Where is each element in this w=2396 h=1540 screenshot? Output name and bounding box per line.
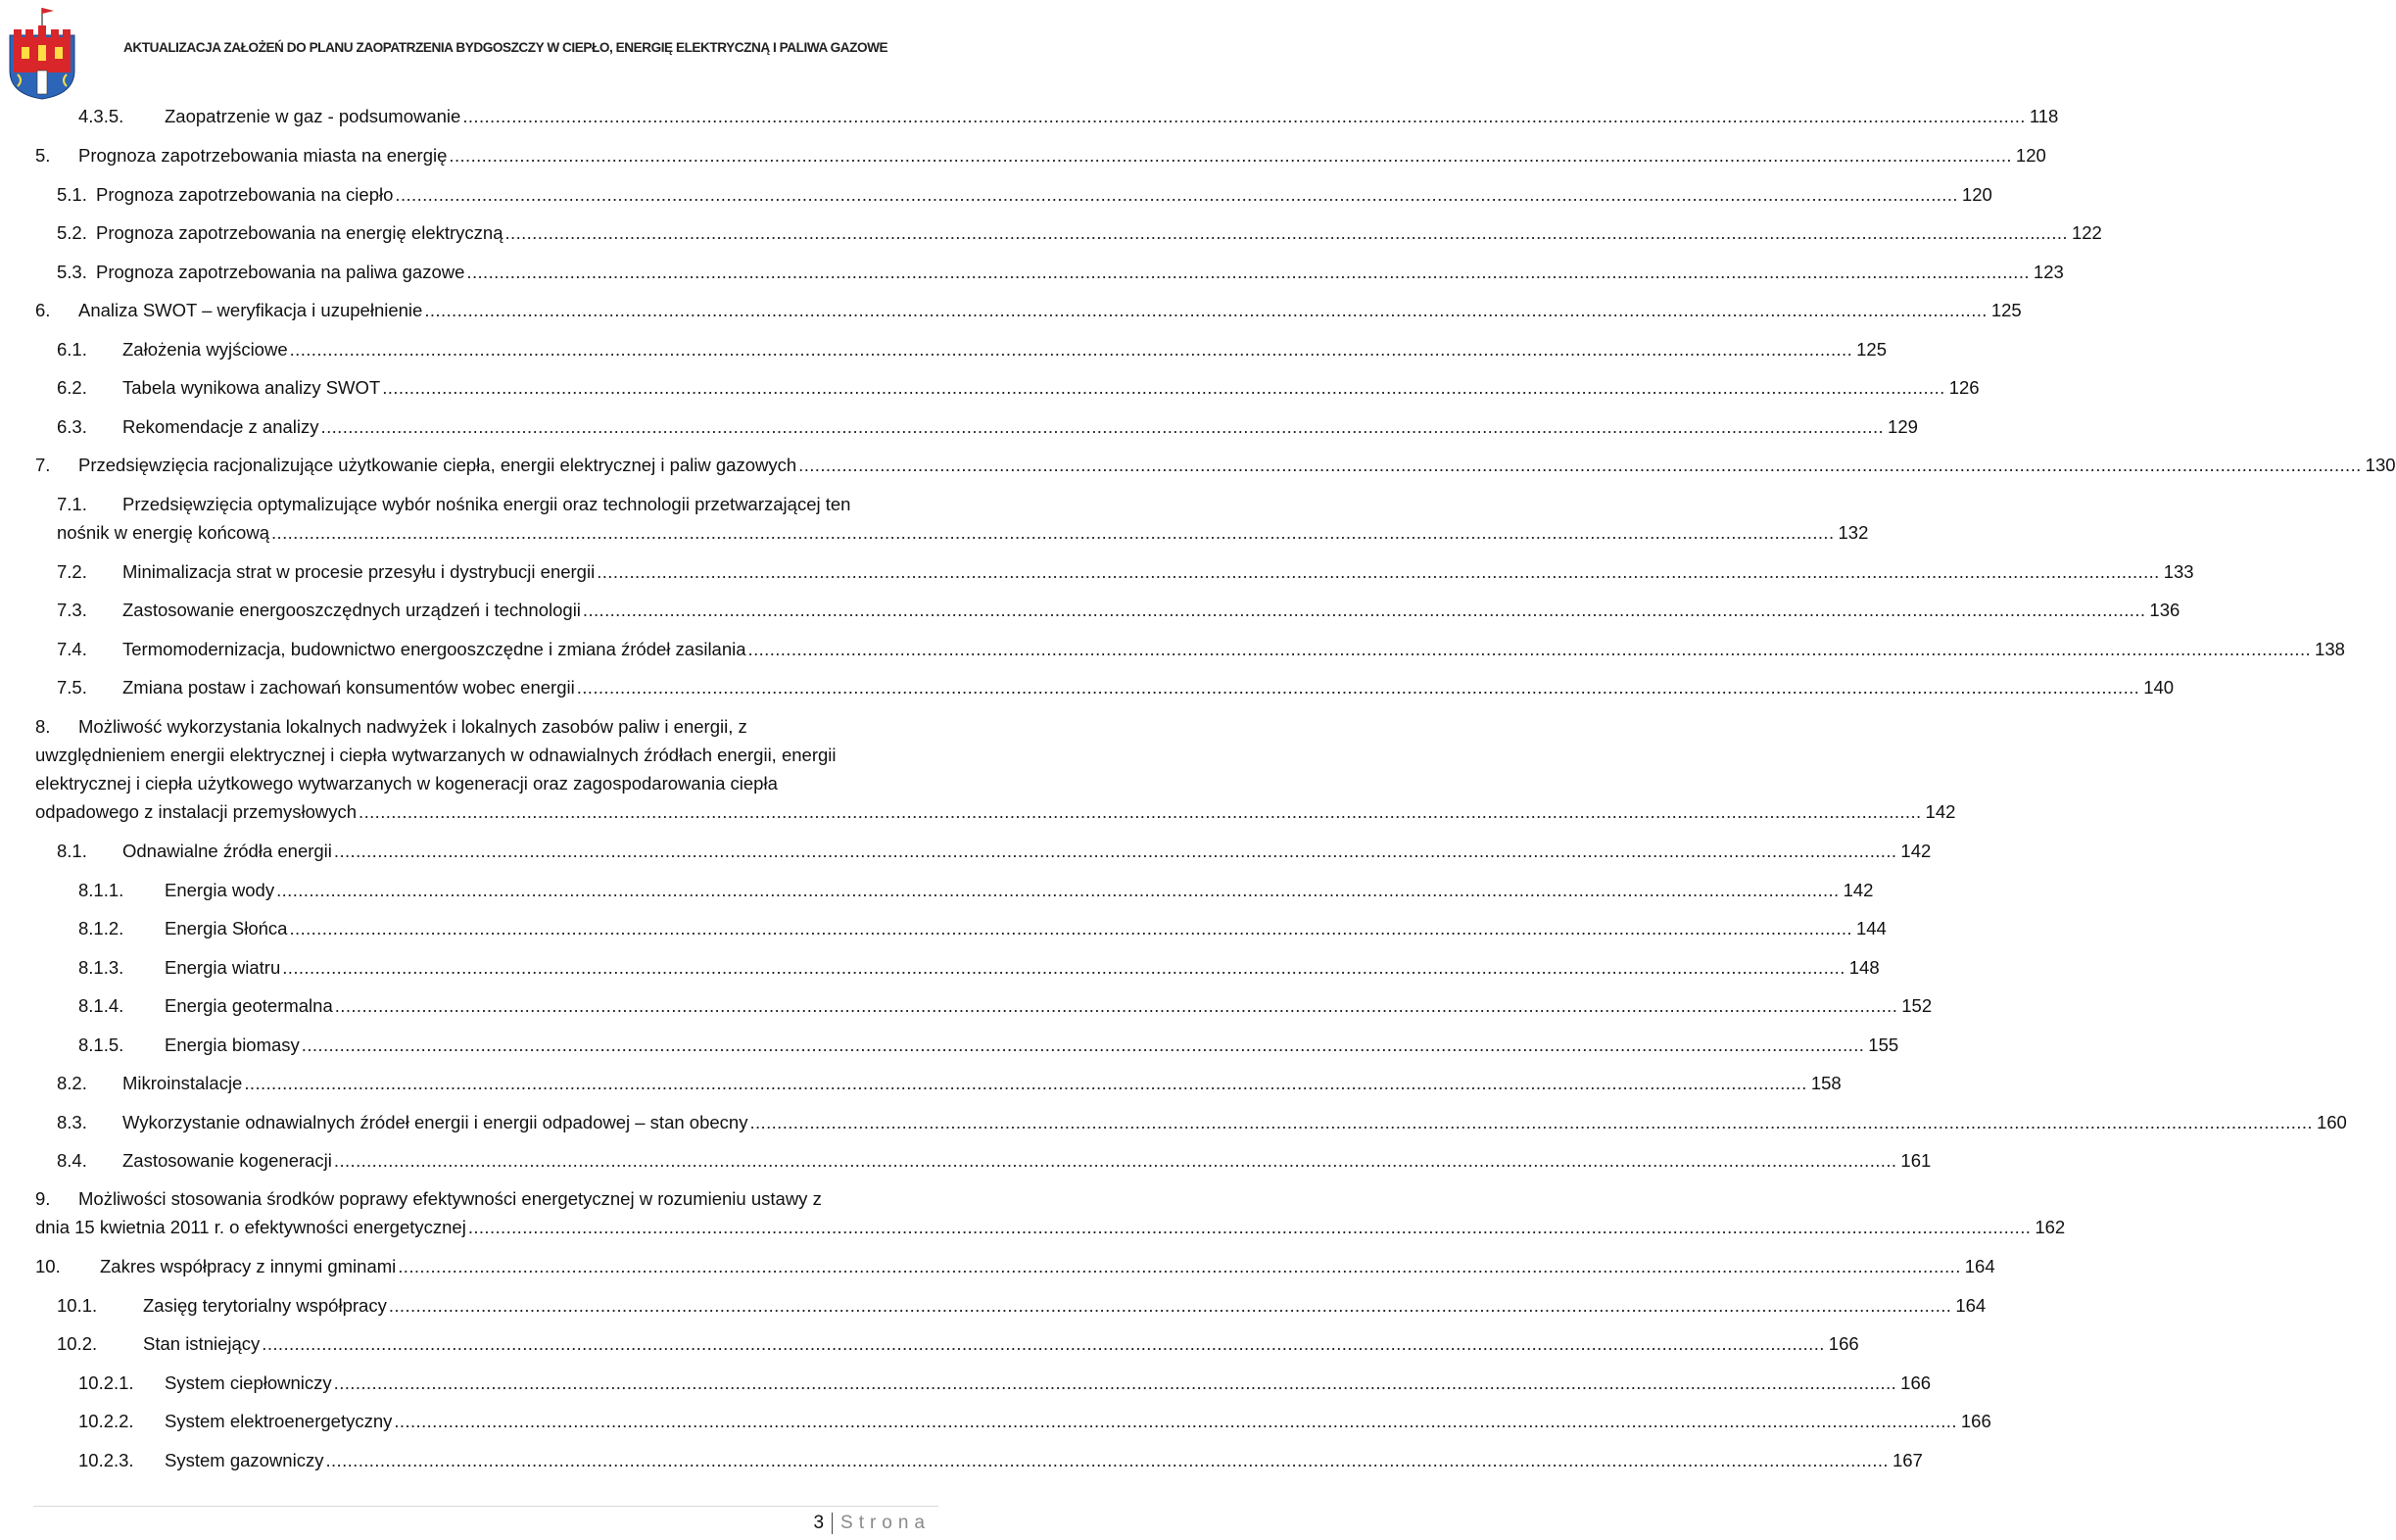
toc-entry-number: 6.1. <box>57 339 87 360</box>
toc-entry-page: 155 <box>1868 1035 1899 1055</box>
toc-entry-page: 144 <box>1855 918 1887 938</box>
toc-entry-page: 129 <box>1888 416 1918 437</box>
toc-entry-line <box>165 876 1874 904</box>
toc-entry[interactable] <box>0 102 2059 130</box>
dot-leader <box>332 837 1897 865</box>
toc-entry-number: 8.1. <box>57 841 87 861</box>
bydgoszcz-coat-of-arms-icon <box>2 2 82 100</box>
toc-entry-number: 5.1. <box>57 184 87 205</box>
toc-entry-number: 7. <box>35 455 51 475</box>
toc-entry-page: 161 <box>1900 1150 1932 1171</box>
toc-entry-title: Odnawialne źródła energii <box>122 841 332 861</box>
toc-entry[interactable] <box>0 1446 1923 1474</box>
toc-entry[interactable] <box>0 991 1933 1020</box>
toc-entry-number: 7.5. <box>57 677 87 698</box>
toc-entry[interactable] <box>0 837 1932 865</box>
toc-entry-title: Prognoza zapotrzebowania miasta na energię <box>78 145 448 166</box>
toc-entry-line <box>165 991 1933 1020</box>
toc-entry-title: Prognoza zapotrzebowania na paliwa gazowe <box>96 262 465 282</box>
toc-entry[interactable] <box>0 1252 1995 1280</box>
toc-entry-title: Zakres współpracy z innymi gminami <box>100 1256 397 1276</box>
toc-entry-page: 133 <box>2163 561 2194 582</box>
toc-entry[interactable] <box>0 490 1869 547</box>
toc-entry[interactable] <box>0 1069 1842 1097</box>
toc-entry-line <box>165 1031 1899 1059</box>
toc-entry-line <box>165 102 2059 130</box>
toc-entry[interactable] <box>0 596 2180 624</box>
toc-entry-title: dnia 15 kwietnia 2011 r. o efektywności energetycznej <box>35 1217 466 1237</box>
toc-entry-title-line: Możliwość wykorzystania lokalnych nadwyżek i lokalnych zasobów paliw i energii, z <box>78 716 747 737</box>
dot-leader <box>323 1446 1889 1474</box>
toc-entry-page: 126 <box>1948 377 1980 398</box>
dot-leader <box>300 1031 1865 1059</box>
toc-entry[interactable] <box>0 1108 2347 1136</box>
dot-leader <box>288 335 1853 363</box>
toc-entry-title: Energia geotermalna <box>165 995 333 1016</box>
toc-entry-page: 164 <box>1964 1256 1995 1276</box>
dot-leader <box>447 141 2012 169</box>
toc-entry[interactable] <box>0 258 2064 286</box>
toc-entry-title: Przedsięwzięcia racjonalizujące użytkowanie ciepła, energii elektrycznej i paliw gazowych <box>78 455 797 475</box>
dot-leader <box>466 1213 2032 1241</box>
toc-entry-title-line: uwzględnieniem energii elektrycznej i ciepła wytwarzanych w odnawialnych źródłach energii, energii <box>35 745 837 765</box>
toc-entry-line <box>122 1108 2347 1136</box>
toc-entry-line <box>143 1291 1987 1320</box>
dot-leader <box>746 635 2312 663</box>
page-header <box>0 0 940 98</box>
toc-entry-page: 140 <box>2143 677 2175 698</box>
toc-entry-line <box>78 296 2022 324</box>
page-label: Strona <box>840 1513 931 1533</box>
dot-leader <box>280 953 1845 982</box>
toc-entry-page: 125 <box>1856 339 1887 360</box>
dot-leader <box>287 914 1852 942</box>
toc-entry-number: 10.2.1. <box>78 1372 134 1393</box>
toc-entry-title: Zaopatrzenie w gaz - podsumowanie <box>165 106 461 126</box>
toc-entry-number: 8.4. <box>57 1150 87 1171</box>
toc-entry[interactable] <box>0 1031 1899 1059</box>
toc-entry-line <box>165 914 1887 942</box>
toc-entry-line <box>96 180 1992 209</box>
toc-entry-page: 123 <box>2033 262 2064 282</box>
toc-entry-number: 10.2.2. <box>78 1411 134 1431</box>
toc-entry-title: Prognoza zapotrzebowania na ciepło <box>96 184 394 205</box>
toc-entry-number: 8.1.3. <box>78 957 124 978</box>
toc-entry-line <box>96 258 2064 286</box>
dot-leader <box>796 451 2362 479</box>
toc-entry-number: 10.1. <box>57 1295 98 1316</box>
toc-entry-line <box>122 373 1980 402</box>
toc-entry-number: 10. <box>35 1256 61 1276</box>
toc-entry-number: 4.3.5. <box>78 106 124 126</box>
toc-entry-title: System gazowniczy <box>165 1450 324 1470</box>
toc-entry-line <box>78 141 2046 169</box>
page-footer <box>813 1511 931 1536</box>
toc-entry-title: Wykorzystanie odnawialnych źródeł energii i energii odpadowej – stan obecny <box>122 1112 748 1132</box>
dot-leader <box>392 1407 1957 1435</box>
toc-entry-page: 136 <box>2149 600 2180 620</box>
toc-entry-line <box>122 635 2345 663</box>
toc-entry[interactable] <box>0 1184 2066 1241</box>
dot-leader <box>387 1291 1952 1320</box>
dot-leader <box>393 180 1958 209</box>
toc-entry[interactable] <box>0 635 2345 663</box>
toc-entry-number: 8.3. <box>57 1112 87 1132</box>
dot-leader <box>575 673 2140 701</box>
dot-leader <box>269 518 1835 547</box>
toc-entry[interactable] <box>0 1329 1859 1358</box>
toc-entry-page: 162 <box>2035 1217 2066 1237</box>
toc-entry-title: Prognoza zapotrzebowania na energię elektryczną <box>96 222 503 243</box>
toc-entry-line <box>122 335 1887 363</box>
toc-entry-title: nośnik w energię końcową <box>57 522 269 543</box>
dot-leader <box>274 876 1840 904</box>
toc-entry-number: 6.2. <box>57 377 87 398</box>
toc-entry-title: Tabela wynikowa analizy SWOT <box>122 377 381 398</box>
toc-entry-number: 8.1.1. <box>78 880 124 900</box>
toc-entry-number: 5. <box>35 145 51 166</box>
dot-leader <box>747 1108 2313 1136</box>
toc-entry-number: 8.1.5. <box>78 1035 124 1055</box>
header-title: AKTUALIZACJA ZAŁOŻEŃ DO PLANU ZAOPATRZENIA BYDGOSZCZY W CIEPŁO, ENERGIĘ ELEKTRYCZNĄ I PALIWA GAZOWE <box>123 40 888 55</box>
toc-entry-title: Założenia wyjściowe <box>122 339 288 360</box>
toc-entry-line <box>143 1329 1859 1358</box>
toc-entry-title: Analiza SWOT – weryfikacja i uzupełnienie <box>78 300 423 320</box>
toc-entry-number: 6. <box>35 300 51 320</box>
toc-entry-number: 7.3. <box>57 600 87 620</box>
dot-leader <box>260 1329 1825 1358</box>
toc-entry-title: Rekomendacje z analizy <box>122 416 319 437</box>
toc-entry-line <box>100 1252 1995 1280</box>
toc-entry-page: 142 <box>1925 801 1956 822</box>
toc-entry-number: 10.2.3. <box>78 1450 134 1470</box>
toc-entry[interactable] <box>0 141 2046 169</box>
toc-entry[interactable] <box>0 373 1980 402</box>
toc-entry-line <box>165 953 1880 982</box>
dot-leader <box>380 373 1945 402</box>
toc-entry-page: 122 <box>2071 222 2102 243</box>
toc-entry[interactable] <box>0 180 1992 209</box>
toc-entry-number: 6.3. <box>57 416 87 437</box>
toc-entry-page: 125 <box>1990 300 2022 320</box>
toc-entry-page: 142 <box>1900 841 1932 861</box>
toc-entry[interactable] <box>0 673 2175 701</box>
toc-entry[interactable] <box>0 953 1880 982</box>
toc-entry[interactable] <box>0 412 1918 441</box>
dot-leader <box>581 596 2146 624</box>
toc-entry-page: 148 <box>1848 957 1880 978</box>
toc-entry-title: Minimalizacja strat w procesie przesyłu i dystrybucji energii <box>122 561 596 582</box>
dot-leader <box>422 296 1988 324</box>
toc-entry-line <box>122 596 2180 624</box>
toc-entry-title: Zmiana postaw i zachowań konsumentów wobec energii <box>122 677 575 698</box>
toc-entry-page: 142 <box>1843 880 1874 900</box>
page-number: 3 <box>813 1513 825 1533</box>
dot-leader <box>332 1146 1897 1175</box>
toc-entry-title: Mikroinstalacje <box>122 1073 243 1093</box>
toc-entry-number: 7.4. <box>57 639 87 659</box>
toc-entry-title: Stan istniejący <box>143 1333 261 1354</box>
toc-entry-title: System elektroenergetyczny <box>165 1411 393 1431</box>
toc-entry-number: 5.3. <box>57 262 87 282</box>
toc-entry-title-line: Możliwości stosowania środków poprawy efektywności energetycznej w rozumieniu ustawy z <box>78 1188 822 1209</box>
toc-entry-number: 8.1.2. <box>78 918 124 938</box>
toc-entry-title: Zastosowanie kogeneracji <box>122 1150 332 1171</box>
toc-entry-number: 5.2. <box>57 222 87 243</box>
toc-entry-title: Energia Słońca <box>165 918 288 938</box>
dot-leader <box>396 1252 1961 1280</box>
toc-entry-number: 10.2. <box>57 1333 98 1354</box>
dot-leader <box>242 1069 1807 1097</box>
dot-leader <box>595 557 2160 586</box>
toc-entry-page: 118 <box>2029 106 2059 126</box>
toc-entry-page: 167 <box>1892 1450 1923 1470</box>
dot-leader <box>333 991 1898 1020</box>
toc-entry-line <box>165 1446 1923 1474</box>
toc-entry-page: 164 <box>1955 1295 1987 1316</box>
toc-entry-page: 120 <box>1961 184 1992 205</box>
toc-entry[interactable] <box>0 218 2102 247</box>
toc-entry-line <box>122 837 1932 865</box>
toc-entry-title: Energia wody <box>165 880 275 900</box>
toc-entry-number: 7.2. <box>57 561 87 582</box>
toc-entry[interactable] <box>0 1369 1932 1397</box>
dot-leader <box>332 1369 1897 1397</box>
toc-entry-page: 166 <box>1828 1333 1859 1354</box>
toc-entry[interactable] <box>0 451 2396 479</box>
toc-entry-title: Termomodernizacja, budownictwo energooszczędne i zmiana źródeł zasilania <box>122 639 746 659</box>
toc-entry[interactable] <box>0 712 1956 826</box>
toc-entry-page: 152 <box>1901 995 1933 1016</box>
dot-leader <box>319 412 1885 441</box>
toc-entry[interactable] <box>0 296 2022 324</box>
dot-leader <box>464 258 2030 286</box>
toc-entry-line <box>122 673 2175 701</box>
toc-entry-line <box>165 1369 1932 1397</box>
toc-entry-title: Zasięg terytorialny współpracy <box>143 1295 387 1316</box>
toc-entry-line <box>78 451 2396 479</box>
toc-entry-number: 9. <box>35 1188 51 1209</box>
toc-entry-title-line: Przedsięwzięcia optymalizujące wybór nośnika energii oraz technologii przetwarzającej ten <box>122 494 851 514</box>
toc-entry-title: System ciepłowniczy <box>165 1372 332 1393</box>
toc-entry-title: odpadowego z instalacji przemysłowych <box>35 801 358 822</box>
toc-entry-line <box>122 412 1918 441</box>
toc-entry-page: 160 <box>2316 1112 2347 1132</box>
toc-entry-line <box>122 557 2194 586</box>
dot-leader <box>503 218 2068 247</box>
toc-entry[interactable] <box>0 1291 1987 1320</box>
toc-entry[interactable] <box>0 914 1887 942</box>
footer-divider <box>33 1506 938 1507</box>
toc-entry-line <box>35 1213 2066 1241</box>
toc-entry[interactable] <box>0 1146 1932 1175</box>
toc-entry-number: 8.2. <box>57 1073 87 1093</box>
dot-leader <box>460 102 2026 130</box>
toc-entry-page: 120 <box>2015 145 2046 166</box>
toc-entry-title: Zastosowanie energooszczędnych urządzeń i technologii <box>122 600 581 620</box>
toc-entry-page: 138 <box>2315 639 2345 659</box>
toc-entry-page: 132 <box>1838 522 1869 543</box>
toc-entry-title-line: elektrycznej i ciepła użytkowego wytwarzanych w kogeneracji oraz zagospodarowania ciepła <box>35 773 778 794</box>
toc-entry-line <box>57 518 1869 547</box>
toc-entry[interactable] <box>0 876 1874 904</box>
toc-entry-line <box>35 797 1956 826</box>
toc-entry-number: 8. <box>35 716 51 737</box>
toc-entry-line <box>122 1146 1932 1175</box>
toc-entry-page: 166 <box>1960 1411 1991 1431</box>
toc-entry[interactable] <box>0 1407 1991 1435</box>
toc-entry-title: Energia wiatru <box>165 957 281 978</box>
toc-entry-number: 7.1. <box>57 494 87 514</box>
toc-entry-title: Energia biomasy <box>165 1035 300 1055</box>
toc-entry-page: 166 <box>1900 1372 1932 1393</box>
toc-entry-line <box>96 218 2102 247</box>
toc-entry-line <box>165 1407 1991 1435</box>
footer-separator <box>832 1513 833 1534</box>
toc-entry-line <box>122 1069 1842 1097</box>
dot-leader <box>357 797 1922 826</box>
toc-entry-page: 158 <box>1810 1073 1842 1093</box>
toc-entry[interactable] <box>0 335 1887 363</box>
toc-entry-number: 8.1.4. <box>78 995 124 1016</box>
toc-entry-page: 130 <box>2365 455 2396 475</box>
toc-entry[interactable] <box>0 557 2194 586</box>
